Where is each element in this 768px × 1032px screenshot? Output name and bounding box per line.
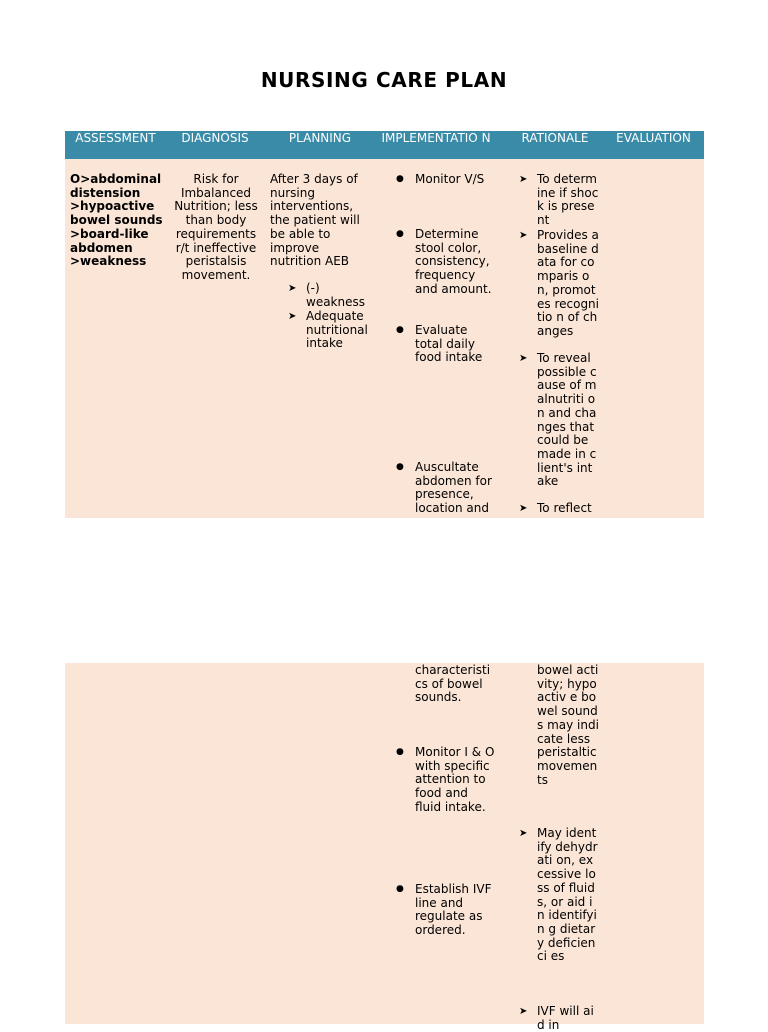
planning-cell: After 3 days of nursing interventions, the patient will be able to improve nutrition AEB — [270, 172, 360, 269]
arrow-bullet-icon: ➤ — [519, 174, 528, 185]
header-evaluation: EVALUATION — [616, 131, 691, 145]
rationale-item: To determine if shock is present — [537, 172, 599, 228]
rationale-continued: bowel activity; hypoactiv e bowel sounds may indicate less peristaltic movemen ts — [537, 663, 599, 787]
arrow-bullet-icon: ➤ — [288, 311, 297, 322]
rationale-item: To reflect — [537, 501, 592, 515]
planning-subitem: Adequate nutritional intake — [306, 309, 368, 351]
table-row-2 — [65, 663, 704, 1032]
implementation-item: Determine stool color, consistency, frequency and amount. — [415, 227, 492, 296]
arrow-bullet-icon: ➤ — [519, 828, 528, 839]
implementation-item: Evaluate total daily food intake — [415, 323, 483, 365]
arrow-bullet-icon: ➤ — [519, 1006, 528, 1017]
diagnosis-cell: Risk for Imbalanced Nutrition; less than body requirements r/t ineffective peristalsis movement. — [174, 172, 258, 282]
rationale-item: To reveal possible cause of malnutriti on and changes that could be made in client's intake — [537, 351, 597, 489]
header-planning: PLANNING — [288, 131, 352, 145]
arrow-bullet-icon: ➤ — [519, 230, 528, 241]
implementation-item: Monitor I & O with specific attention to food and fluid intake. — [415, 745, 495, 814]
implementation-item: Auscultate abdomen for presence, location and — [415, 460, 492, 516]
arrow-bullet-icon: ➤ — [519, 353, 528, 364]
bullet-icon: ● — [396, 462, 404, 472]
bullet-icon: ● — [396, 174, 404, 184]
table-row-1 — [65, 159, 704, 518]
header-diagnosis: DIAGNOSIS — [181, 131, 249, 145]
assessment-cell: O>abdominal distension >hypoactive bowel sounds >board-like abdomen >weakness — [70, 172, 163, 269]
bullet-icon: ● — [396, 747, 404, 757]
bullet-icon: ● — [396, 325, 404, 335]
rationale-item: May identify dehydrati on, excessive loss of fluids, or aid in identifyin g dietary deficienci es — [537, 826, 598, 964]
arrow-bullet-icon: ➤ — [288, 283, 297, 294]
header-assessment: ASSESSMENT — [75, 131, 156, 145]
arrow-bullet-icon: ➤ — [519, 503, 528, 514]
rationale-item: IVF will aid in — [537, 1004, 594, 1032]
bullet-icon: ● — [396, 229, 404, 239]
page-title: NURSING CARE PLAN — [260, 68, 508, 92]
header-rationale: RATIONALE — [521, 131, 589, 145]
implementation-item: Monitor V/S — [415, 172, 485, 186]
planning-subitem: (-) weakness — [306, 281, 365, 309]
bullet-icon: ● — [396, 884, 404, 894]
rationale-item: Provides a baseline data for comparis on, promotes recognitio n of changes — [537, 228, 599, 338]
table-header — [65, 131, 704, 159]
implementation-continued: characteristi cs of bowel sounds. — [415, 663, 491, 705]
implementation-item: Establish IVF line and regulate as ordered. — [415, 882, 492, 938]
header-implementation: IMPLEMENTATIO N — [381, 131, 491, 145]
